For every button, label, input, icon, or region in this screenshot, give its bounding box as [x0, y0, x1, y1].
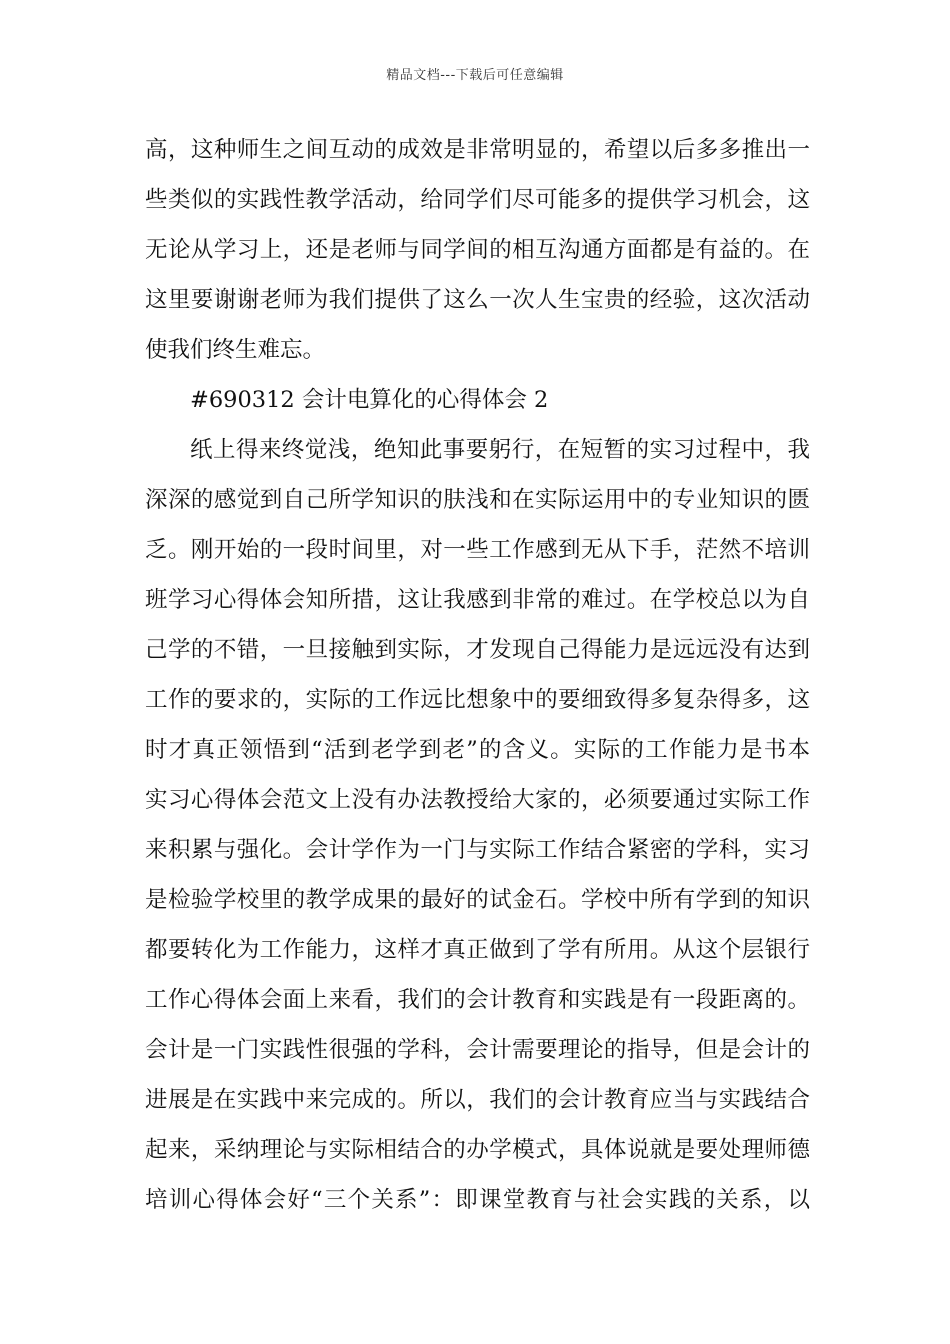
body-line: 工作的要求的，实际的工作远比想象中的要细致得多复杂得多，这 — [145, 687, 810, 713]
body-line: 是检验学校里的教学成果的最好的试金石。学校中所有学到的知识 — [145, 887, 810, 913]
body-line: 培训心得体会好“三个关系”：即课堂教育与社会实践的关系，以 — [145, 1187, 810, 1213]
body-line: 实习心得体会范文上没有办法教授给大家的，必须要通过实际工作 — [145, 787, 810, 813]
body-line: 都要转化为工作能力，这样才真正做到了学有所用。从这个层银行 — [145, 937, 810, 963]
body-line: 纸上得来终觉浅，绝知此事要躬行，在短暂的实习过程中，我 — [190, 437, 810, 463]
body-line: 乏。刚开始的一段时间里，对一些工作感到无从下手，茫然不培训 — [145, 537, 810, 563]
body-line: 这里要谢谢老师为我们提供了这么一次人生宝贵的经验，这次活动 — [145, 287, 810, 313]
body-line: 会计是一门实践性很强的学科，会计需要理论的指导，但是会计的 — [145, 1037, 810, 1063]
body-line: 班学习心得体会知所措，这让我感到非常的难过。在学校总以为自 — [145, 587, 810, 613]
body-line: 工作心得体会面上来看，我们的会计教育和实践是有一段距离的。 — [145, 987, 810, 1013]
page-header: 精品文档---下载后可任意编辑 — [386, 68, 564, 83]
body-line: 来积累与强化。会计学作为一门与实际工作结合紧密的学科，实习 — [145, 837, 810, 863]
body-line: 深深的感觉到自己所学知识的肤浅和在实际运用中的专业知识的匮 — [145, 487, 810, 513]
body-line: 己学的不错，一旦接触到实际，才发现自己得能力是远远没有达到 — [145, 637, 810, 663]
body-line: 使我们终生难忘。 — [145, 337, 326, 363]
body-line: 进展是在实践中来完成的。所以，我们的会计教育应当与实践结合 — [145, 1087, 810, 1113]
section-heading: #690312 会计电算化的心得体会 2 — [190, 387, 549, 413]
body-line: 起来，采纳理论与实际相结合的办学模式，具体说就是要处理师德 — [145, 1137, 810, 1163]
body-line: 高，这种师生之间互动的成效是非常明显的，希望以后多多推出一 — [145, 137, 810, 163]
body-line: 时才真正领悟到“活到老学到老”的含义。实际的工作能力是书本 — [145, 737, 810, 763]
body-line: 些类似的实践性教学活动，给同学们尽可能多的提供学习机会，这 — [145, 187, 810, 213]
body-line: 无论从学习上，还是老师与同学间的相互沟通方面都是有益的。在 — [145, 237, 810, 263]
